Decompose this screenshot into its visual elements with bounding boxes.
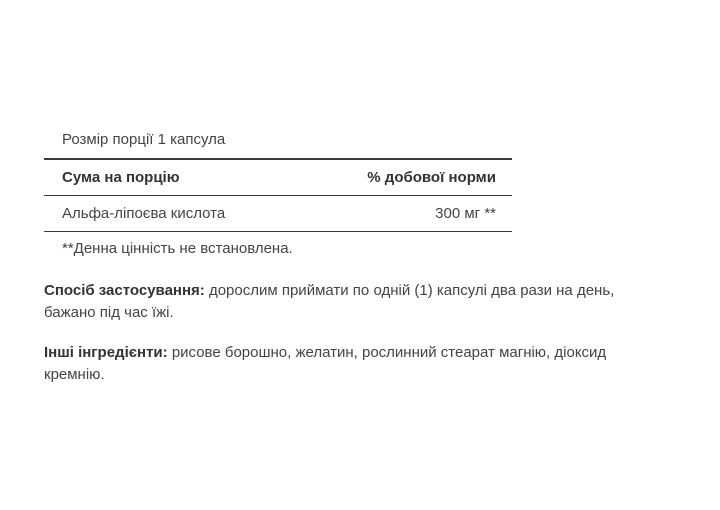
ingredient-amount: 300 мг ** xyxy=(435,205,496,222)
daily-value-header: % добової норми xyxy=(367,169,496,186)
other-ingredients-text-line1: рисове борошно, желатин, рослинний стеарат магнію, діоксид xyxy=(171,344,607,361)
other-ingredients-paragraph xyxy=(44,342,694,386)
ingredient-name: Альфа-ліпоєва кислота xyxy=(62,205,226,222)
table-row xyxy=(44,196,512,231)
serving-size: Розмір порції 1 капсула xyxy=(62,131,226,148)
table-bottom-rule xyxy=(44,231,512,232)
daily-value-footnote: **Денна цінність не встановлена. xyxy=(62,240,293,257)
usage-paragraph xyxy=(44,280,694,324)
usage-label: Спосіб застосування: xyxy=(44,282,205,299)
table-header-row xyxy=(44,160,512,195)
other-ingredients-text-line2: кремнію. xyxy=(44,366,105,383)
other-ingredients-label: Інші інгредієнти: xyxy=(44,344,168,361)
usage-text-line2: бажано під час їжі. xyxy=(44,304,174,321)
supplement-facts-table xyxy=(44,158,512,232)
amount-per-serving-header: Сума на порцію xyxy=(62,169,180,186)
usage-text-line1: дорослим приймати по одній (1) капсулі два рази на день, xyxy=(208,282,615,299)
